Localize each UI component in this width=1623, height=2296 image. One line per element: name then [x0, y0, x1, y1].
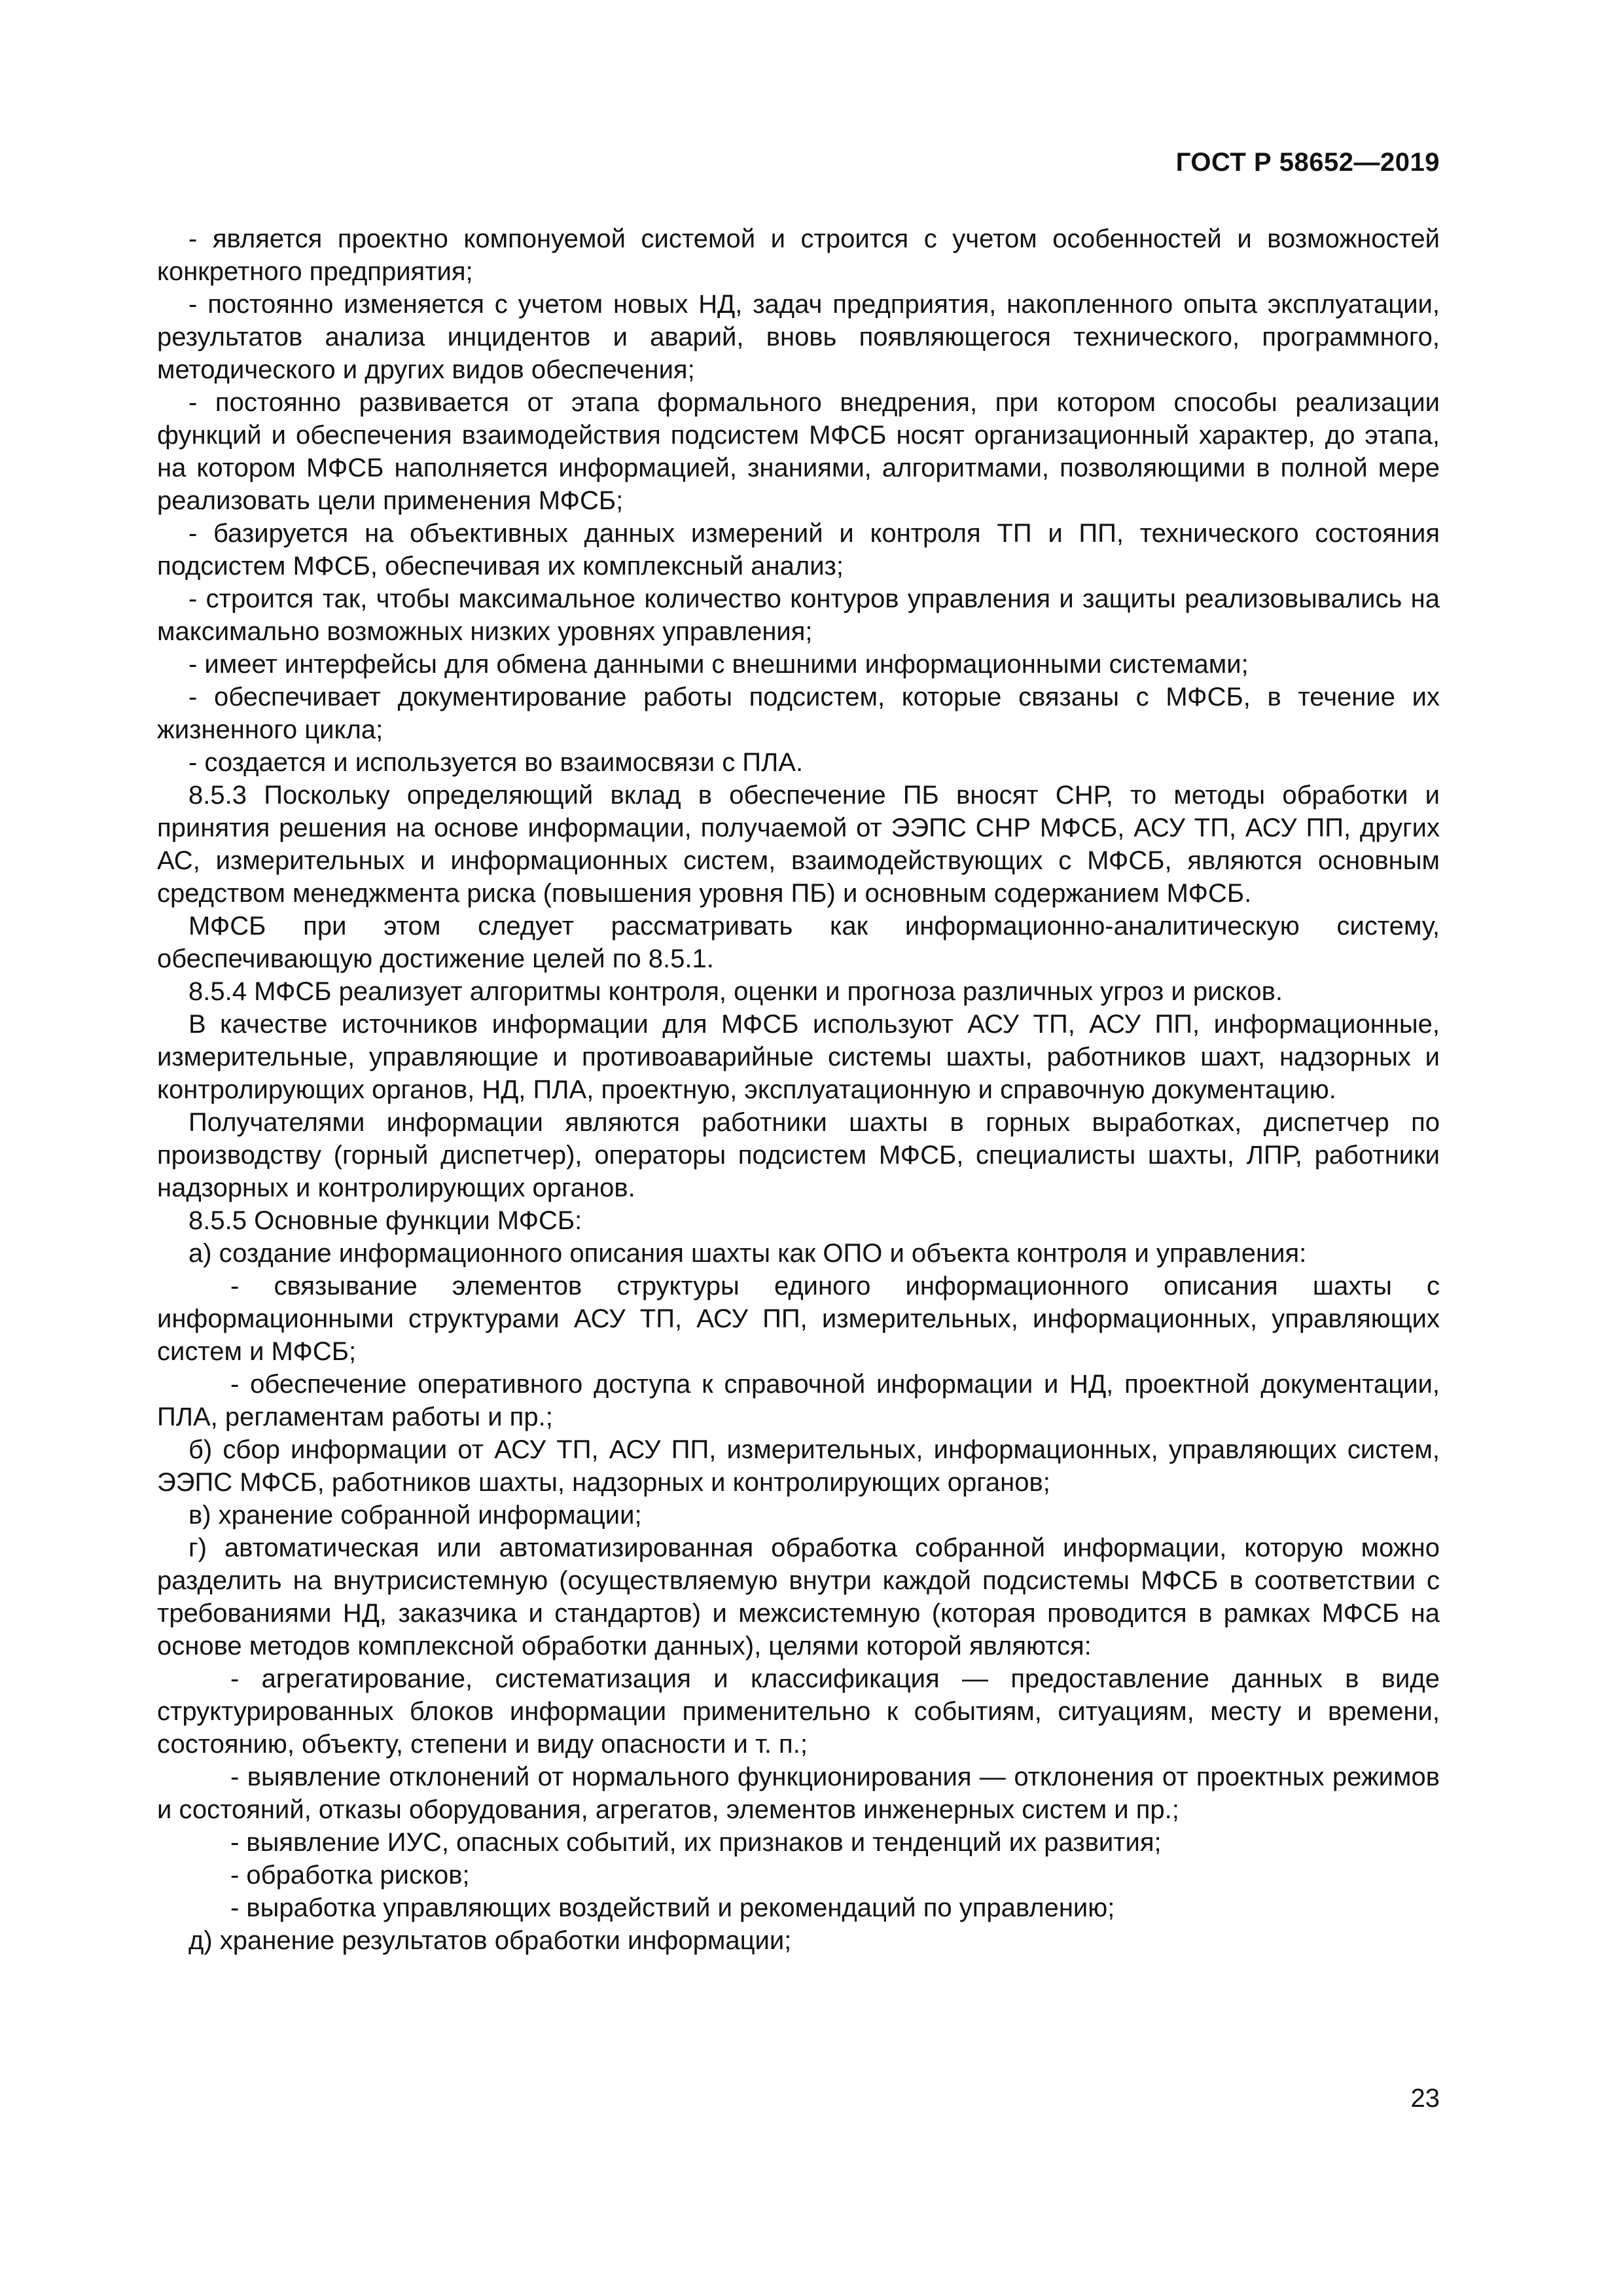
- page-number: 23: [1410, 2084, 1440, 2113]
- paragraph: - строится так, чтобы максимальное количество контуров управления и защиты реализовывались на максимально возможных низких уровнях управления;: [157, 584, 1440, 646]
- paragraph: - базируется на объективных данных измерений и контроля ТП и ПП, технического состояния подсистем МФСБ, обеспечивая их комплексный анализ;: [157, 519, 1440, 581]
- sub-list-item: - выявление отклонений от нормального функционирования — отклонения от проектных режимов и состояний, отказы оборудования, агрегатов, элементов инженерных систем и пр.;: [157, 1763, 1440, 1824]
- list-item-g: г) автоматическая или автоматизированная обработка собранной информации, которую можно разделить на внутрисистемную (осуществляемую внутри каждой подсистемы МФСБ в соответствии с требованиями НД, заказчика и стандартов) и межсистемную (которая проводится в рамках МФСБ на основе методов комплексной обработки данных), целями которой являются:: [157, 1534, 1440, 1660]
- sub-list-item: - обеспечение оперативного доступа к справочной информации и НД, проектной документации, ПЛА, регламентам работы и пр.;: [157, 1370, 1440, 1431]
- paragraph: - постоянно изменяется с учетом новых НД, задач предприятия, накопленного опыта эксплуатации, результатов анализа инцидентов и аварий, вновь появляющегося технического, программного, методического и других видов обеспечения;: [157, 290, 1440, 384]
- document-code-header: ГОСТ Р 58652—2019: [1175, 148, 1440, 177]
- sub-list-item: - связывание элементов структуры единого информационного описания шахты с информационными структурами АСУ ТП, АСУ ПП, измерительных, информационных, управляющих систем и МФСБ;: [157, 1272, 1440, 1366]
- paragraph: - является проектно компонуемой системой и строится с учетом особенностей и возможностей конкретного предприятия;: [157, 224, 1440, 286]
- clause-8-5-5: 8.5.5 Основные функции МФСБ:: [188, 1206, 582, 1235]
- paragraph: - обеспечивает документирование работы подсистем, которые связаны с МФСБ, в течение их жизненного цикла;: [157, 683, 1440, 744]
- list-item-a: а) создание информационного описания шахты как ОПО и объекта контроля и управления:: [188, 1239, 1307, 1268]
- sub-list-item: - агрегатирование, систематизация и классификация — предоставление данных в виде структурированных блоков информации применительно к событиям, ситуациям, месту и времени, состоянию, объекту, степени и виду опасности и т. п.;: [157, 1664, 1440, 1759]
- list-item-d: д) хранение результатов обработки информации;: [188, 1926, 792, 1955]
- sub-list-item: - обработка рисков;: [230, 1861, 470, 1890]
- paragraph: - постоянно развивается от этапа формального внедрения, при котором способы реализации функций и обеспечения взаимодействия подсистем МФСБ носят организационный характер, до этапа, на котором МФСБ наполняется информацией, знаниями, алгоритмами, позволяющими в полной мере реализовать цели применения МФСБ;: [157, 388, 1440, 515]
- paragraph: - имеет интерфейсы для обмена данными с внешними информационными системами;: [188, 650, 1249, 679]
- paragraph: МФСБ при этом следует рассматривать как информационно-аналитическую систему, обеспечивающую достижение целей по 8.5.1.: [157, 912, 1440, 973]
- sub-list-item: - выработка управляющих воздействий и рекомендаций по управлению;: [230, 1893, 1115, 1922]
- paragraph: - создается и используется во взаимосвязи с ПЛА.: [188, 748, 804, 777]
- list-item-b: б) сбор информации от АСУ ТП, АСУ ПП, измерительных, информационных, управляющих систем, ЭЭПС МФСБ, работников шахты, надзорных и контролирующих органов;: [157, 1435, 1440, 1497]
- clause-8-5-3: 8.5.3 Поскольку определяющий вклад в обеспечение ПБ вносят СНР, то методы обработки и принятия решения на основе информации, получаемой от ЭЭПС СНР МФСБ, АСУ ТП, АСУ ПП, других АС, измерительных и информационных систем, взаимодействующих с МФСБ, являются основным средством менеджмента риска (повышения уровня ПБ) и основным содержанием МФСБ.: [157, 781, 1440, 908]
- list-item-v: в) хранение собранной информации;: [188, 1501, 642, 1530]
- paragraph: Получателями информации являются работники шахты в горных выработках, диспетчер по производству (горный диспетчер), операторы подсистем МФСБ, специалисты шахты, ЛПР, работники надзорных и контролирующих органов.: [157, 1108, 1440, 1202]
- sub-list-item: - выявление ИУС, опасных событий, их признаков и тенденций их развития;: [230, 1828, 1162, 1857]
- paragraph: В качестве источников информации для МФСБ используют АСУ ТП, АСУ ПП, информационные, измерительные, управляющие и противоаварийные системы шахты, работников шахт, надзорных и контролирующих органов, НД, ПЛА, проектную, эксплуатационную и справочную документацию.: [157, 1010, 1440, 1104]
- page-body: [157, 223, 1440, 1957]
- clause-8-5-4: 8.5.4 МФСБ реализует алгоритмы контроля, оценки и прогноза различных угроз и рисков.: [188, 977, 1283, 1006]
